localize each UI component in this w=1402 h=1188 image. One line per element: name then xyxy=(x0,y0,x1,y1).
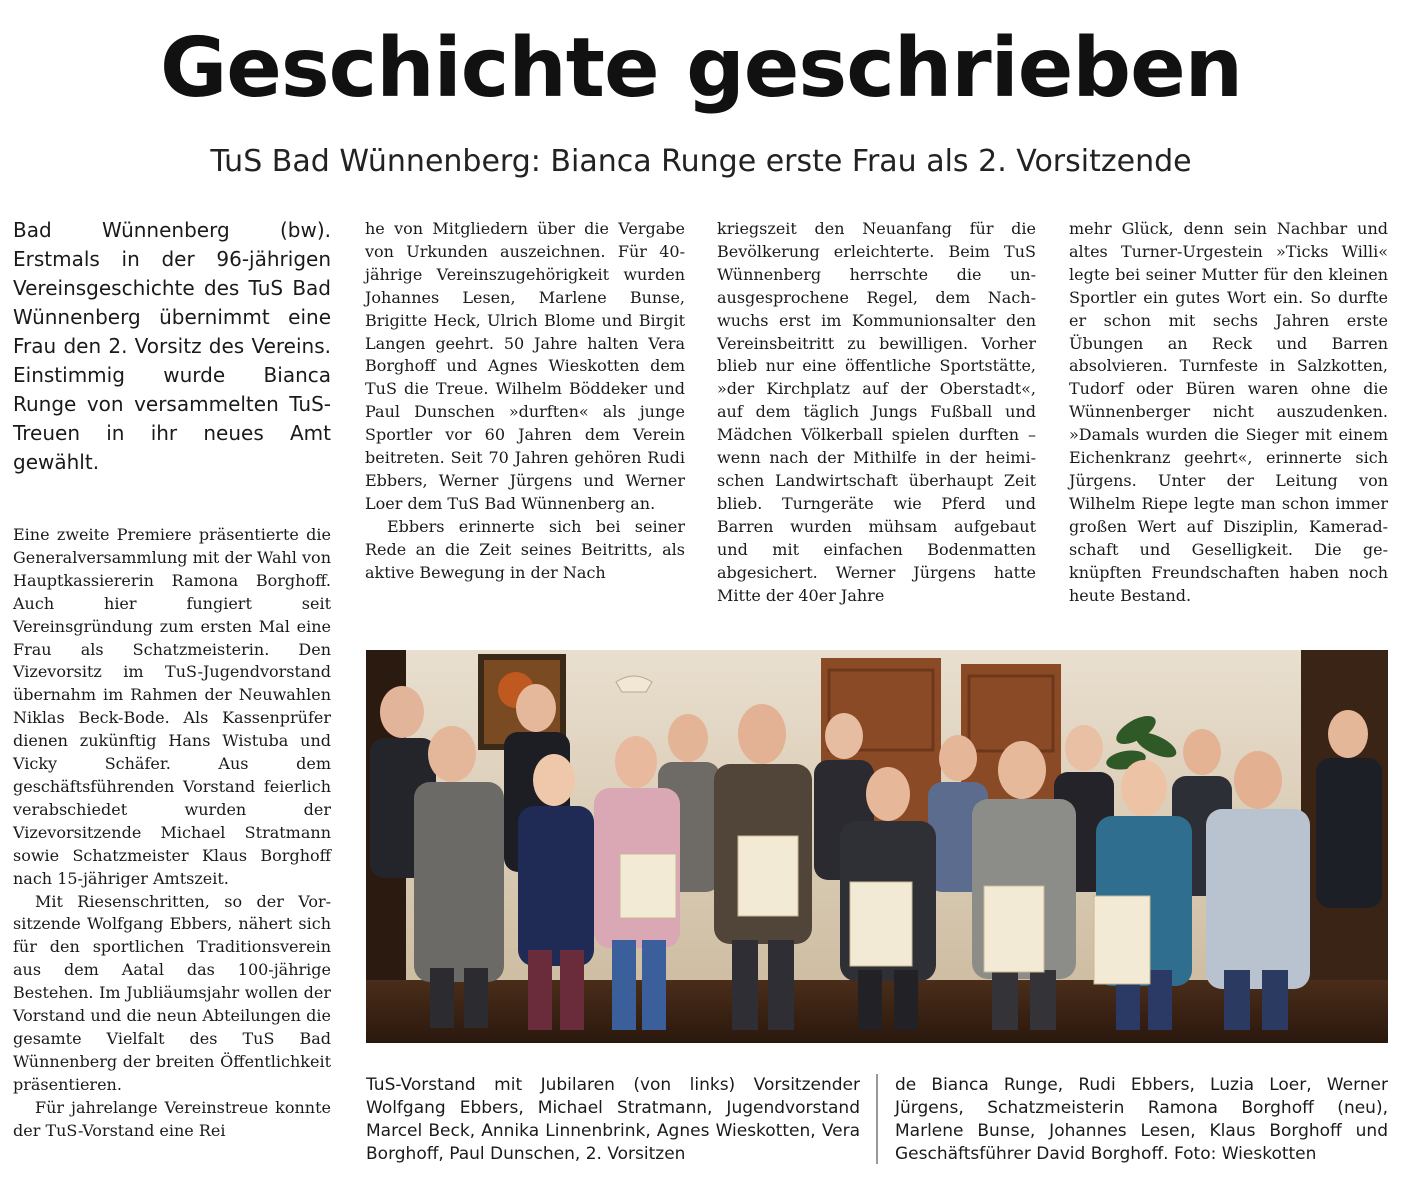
photo-caption-right: de Bianca Runge, Rudi Ebbers, Luzia Loer, Werner Jürgens, Schatzmeisterin Ramona Borghoff (neu), Marlene Bunse, Johannes Lesen, Klaus Borghoff und Geschäftsführer David Borghoff. Foto: Wieskotten xyxy=(895,1075,1388,1164)
photo-caption-left: TuS-Vorstand mit Jubilaren (von links) Vorsitzender Wolfgang Ebbers, Michael Stratmann, Jugendvorstand Marcel Beck, Annika Linnenbrink, Agnes Wieskotten, Vera Borghoff, Paul Dunschen, 2. Vorsitzen xyxy=(366,1075,860,1164)
paragraph: mehr Glück, denn sein Nachbar und altes Turner-Urgestein »Ticks Willi« legte bei seiner Mutter für den kleinen Sportler ein gutes Wort ein. So durfte er schon mit sechs Jahren erste Übungen an Reck und Barren absolvieren. Turnfeste in Salzkotten, Tudorf oder Büren waren ohne die Wünnenberger nicht auszudenken. »Damals wurden die Sieger mit einem Eichenkranz geehrt«, erinnerte sich Jürgens. Unter der Leitung von Wilhelm Riepe legte man schon immer großen Wert auf Disziplin, Kameradschaft und Geselligkeit. Die geknüpften Freundschaften haben noch heute Bestand. xyxy=(1069,219,1388,605)
subheadline: TuS Bad Wünnenberg: Bianca Runge erste Frau als 2. Vorsitzende xyxy=(210,144,1192,179)
paragraph: kriegszeit den Neuanfang für die Bevölkerung erleichterte. Beim TuS Wünnenberg herrschte die unausgesprochene Regel, dem Nachwuchs erst im Kommunionsalter den Vereinsbeitritt zu bewilligen. Vorher blieb nur eine öffentliche Sportstätte, »der Kirchplatz auf der Oberstadt«, auf dem täglich Jungs Fußball und Mädchen Völkerball spielen durften – wenn nach der Mithilfe in der heimischen Landwirtschaft überhaupt Zeit blieb. Turngeräte wie Pferd und Barren wurden mühsam aufgebaut und mit einfachen Bodenmatten abgesichert. Werner Jürgens hatte Mitte der 40er Jahre xyxy=(717,219,1036,605)
caption-divider xyxy=(876,1074,878,1164)
headline: Geschichte geschrieben xyxy=(159,21,1243,116)
article-column-3 xyxy=(717,218,1036,607)
article-column-4 xyxy=(1069,218,1388,607)
paragraph: Mit Riesenschritten, so der Vorsitzende Wolfgang Ebbers, nähert sich für den sportlichen Traditionsverein aus dem Aatal das 100-jährige Bestehen. Im Jubliäumsjahr wollen der Vorstand und die neun Abteilungen die gesamte Vielfalt des TuS Bad Wünnenberg der breiten Öffentlichkeit präsentieren. xyxy=(13,891,331,1094)
paragraph: Für jahrelange Vereinstreue konnte der TuS-Vorstand eine Rei xyxy=(13,1097,331,1140)
article-column-1 xyxy=(13,524,331,1142)
group-photo xyxy=(366,650,1388,1043)
paragraph: Ebbers erinnerte sich bei seiner Rede an die Zeit seines Beitritts, als aktive Bewegung in der Nach xyxy=(365,516,685,582)
article-column-2 xyxy=(365,218,685,585)
lead-paragraph: Bad Wünnenberg (bw). Erstmals in der 96-jährigen Vereinsgeschichte des TuS Bad Wünnenberg übernimmt eine Frau den 2. Vorsitz des Vereins. Einstimmig wurde Bianca Runge von versammelten TuS-Treuen in ihr neues Amt gewählt. xyxy=(13,218,331,474)
paragraph: he von Mitgliedern über die Vergabe von Urkunden auszeichnen. Für 40-jährige Vereinszugehörigkeit wurden Johannes Lesen, Marlene Bunse, Brigitte Heck, Ulrich Blome und Birgit Langen geehrt. 50 Jahre halten Vera Borghoff und Agnes Wieskotten dem TuS die Treue. Wilhelm Böddeker und Paul Dunschen »durften« als junge Sportler vor 60 Jahren dem Verein beitreten. Seit 70 Jahren gehören Rudi Ebbers, Werner Jürgens und Werner Loer dem TuS Bad Wünnenberg an. xyxy=(365,219,685,513)
paragraph: Eine zweite Premiere präsentierte die Generalversammlung mit der Wahl von Hauptkassiererin Ramona Borghoff. Auch hier fungiert seit Vereinsgründung zum ersten Mal eine Frau als Schatzmeisterin. Den Vizevorsitz im TuS-Jugendvorstand übernahm im Rahmen der Neuwahlen Niklas Beck-Bode. Als Kassenprüfer dienen zukünftig Hans Wistuba und Vicky Schäfer. Aus dem geschäftsführenden Vorstand feierlich verabschiedet wurden der Vizevorsitzende Michael Stratmann sowie Schatzmeister Klaus Borghoff nach 15-jähriger Amtszeit. xyxy=(13,525,331,888)
